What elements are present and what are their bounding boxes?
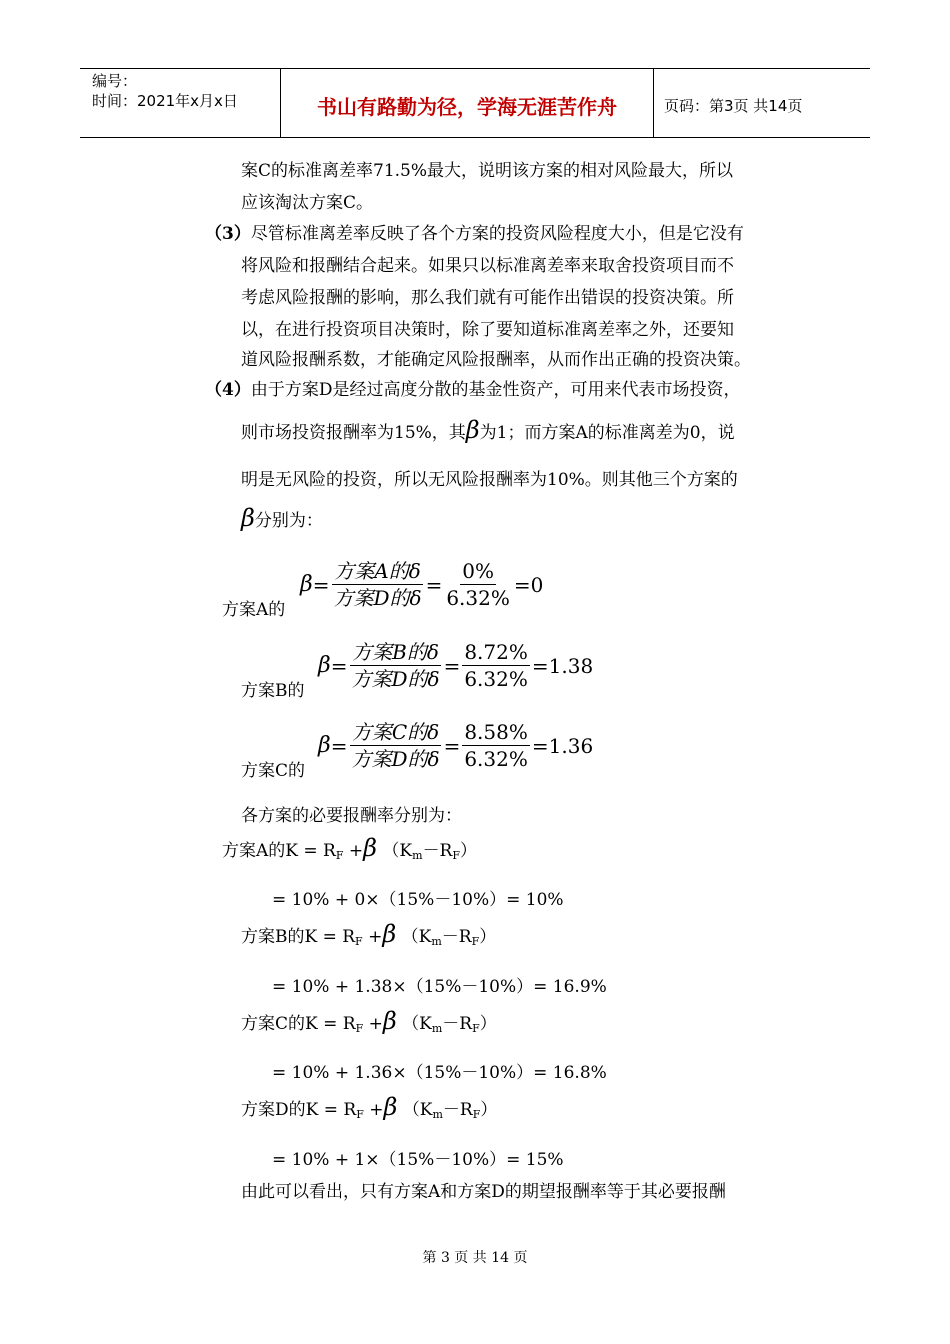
numerator: 方案B的δ [352, 640, 439, 664]
header-meta [80, 69, 281, 137]
equals-sign: = [330, 653, 348, 678]
minus-term: －R [442, 1014, 473, 1034]
numerator: 8.72% [464, 640, 528, 664]
denominator: 方案D的δ [351, 747, 440, 771]
result: =1.38 [531, 653, 594, 678]
text-line [241, 416, 735, 444]
text-line: 由此可以看出，只有方案A和方案D的期望报酬率等于其必要报酬 [241, 1182, 726, 1202]
page-footer: 第 3 页 共 14 页 [422, 1250, 528, 1266]
paragraph-4-line [205, 380, 740, 400]
numerator: 方案A的δ [334, 559, 421, 583]
text-span: 分别为： [254, 511, 323, 531]
beta-symbol: β [363, 834, 378, 862]
subscript: F [471, 935, 480, 948]
paren: ） [480, 1100, 498, 1120]
subscript: m [431, 935, 442, 948]
text-line: 将风险和报酬结合起来。如果只以标准离差率来取舍投资项目而不 [241, 256, 734, 276]
subscript: F [355, 1022, 364, 1035]
k-formula-c [241, 1007, 497, 1039]
result: =1.36 [531, 733, 594, 758]
subscript: F [452, 849, 461, 862]
equals-sign: = [443, 653, 461, 678]
subscript: m [431, 1022, 443, 1035]
equals-sign: = [330, 733, 348, 758]
fraction [331, 558, 423, 611]
fraction [349, 719, 441, 772]
denominator: 6.32% [464, 747, 528, 771]
beta-symbol: β [382, 1007, 397, 1035]
k-calc-b: = 10% + 1.38×（15%－10%）= 16.9% [272, 977, 607, 997]
paren: （K [402, 1014, 432, 1034]
subscript: F [335, 849, 344, 862]
k-calc-c: = 10% + 1.36×（15%－10%）= 16.8% [272, 1063, 607, 1083]
numerator: 方案C的δ [351, 720, 440, 744]
k-formula-b [241, 920, 497, 952]
equals-sign: = [443, 733, 461, 758]
k-calc-d: = 10% + 1×（15%－10%）= 15% [272, 1150, 564, 1170]
text-line: 各方案的必要报酬率分别为： [241, 806, 462, 826]
result: =0 [513, 572, 544, 597]
equals-sign: = [312, 572, 330, 597]
fraction [444, 558, 512, 611]
page-header [80, 68, 870, 138]
subscript: m [412, 849, 423, 862]
beta-symbol: β [241, 504, 255, 532]
numerator: 8.58% [464, 720, 528, 744]
paren: ） [460, 841, 478, 861]
beta-symbol: β [318, 653, 331, 678]
header-motto: 书山有路勤为径，学海无涯苦作舟 [281, 69, 654, 137]
plus-sign: + [343, 841, 364, 861]
paren: （K [382, 841, 413, 861]
formula-a-label: 方案A的 [222, 600, 286, 620]
k-label: 方案C的K = R [241, 1014, 356, 1034]
text-span: 则市场投资报酬率为15%，其 [241, 423, 466, 443]
fraction [349, 639, 441, 692]
subscript: F [472, 1022, 480, 1035]
denominator: 方案D的δ [351, 667, 440, 691]
paragraph-number: （4） [205, 380, 251, 400]
text-line: 明是无风险的投资，所以无风险报酬率为10%。则其他三个方案的 [241, 470, 738, 490]
paren: （K [402, 1100, 433, 1120]
k-label: 方案B的K = R [241, 927, 356, 947]
text-line: 考虑风险报酬的影响，那么我们就有可能作出错误的投资决策。所 [241, 288, 734, 308]
paragraph-3-line [205, 224, 744, 244]
plus-sign: + [363, 1014, 383, 1034]
formula-b [318, 639, 593, 692]
k-formula-d [241, 1093, 498, 1125]
equals-sign: = [425, 572, 443, 597]
text-span: 由于方案D是经过高度分散的基金性资产，可用来代表市场投资， [250, 380, 741, 400]
beta-symbol: β [318, 733, 331, 758]
subscript: F [356, 1108, 364, 1121]
text-line: 道风险报酬系数，才能确定风险报酬率，从而作出正确的投资决策。 [241, 350, 751, 370]
minus-term: －R [441, 927, 472, 947]
formula-c-label: 方案C的 [241, 761, 306, 781]
plus-sign: + [363, 1100, 384, 1120]
fraction [462, 719, 530, 772]
formula-c [318, 719, 593, 772]
text-span: 为1；而方案A的标准离差为0，说 [479, 423, 735, 443]
subscript: F [355, 935, 363, 948]
minus-term: －R [442, 1100, 473, 1120]
doc-time-label: 时间：2021年x月x日 [92, 92, 238, 110]
paren: ） [479, 1014, 497, 1034]
beta-symbol: β [382, 920, 397, 948]
minus-term: －R [422, 841, 453, 861]
text-span: 尽管标准离差率反映了各个方案的投资风险程度大小，但是它没有 [250, 224, 744, 244]
beta-symbol: β [465, 416, 480, 444]
plus-sign: + [362, 927, 383, 947]
doc-number-label: 编号： [92, 72, 138, 90]
beta-symbol: β [300, 572, 313, 597]
text-line [241, 504, 323, 532]
fraction [462, 639, 530, 692]
k-label: 方案A的K = R [222, 841, 336, 861]
formula-b-label: 方案B的 [241, 681, 305, 701]
beta-symbol: β [383, 1093, 398, 1121]
paren: （K [401, 927, 432, 947]
paragraph-number: （3） [205, 224, 251, 244]
denominator: 6.32% [464, 667, 528, 691]
text-line: 应该淘汰方案C。 [241, 193, 374, 213]
subscript: F [472, 1108, 481, 1121]
k-calc-a: = 10% + 0×（15%－10%）= 10% [272, 890, 564, 910]
k-formula-a [222, 834, 478, 866]
text-line: 以，在进行投资项目决策时，除了要知道标准离差率之外，还要知 [241, 320, 734, 340]
paren: ） [479, 927, 497, 947]
denominator: 6.32% [446, 586, 510, 610]
header-page-info: 页码：第3页 共14页 [664, 96, 803, 115]
k-label: 方案D的K = R [241, 1100, 357, 1120]
subscript: m [432, 1108, 443, 1121]
text-line: 案C的标准离差率71.5%最大，说明该方案的相对风险最大，所以 [241, 161, 734, 181]
formula-a [300, 558, 543, 611]
denominator: 方案D的δ [333, 586, 422, 610]
numerator: 0% [462, 559, 494, 583]
